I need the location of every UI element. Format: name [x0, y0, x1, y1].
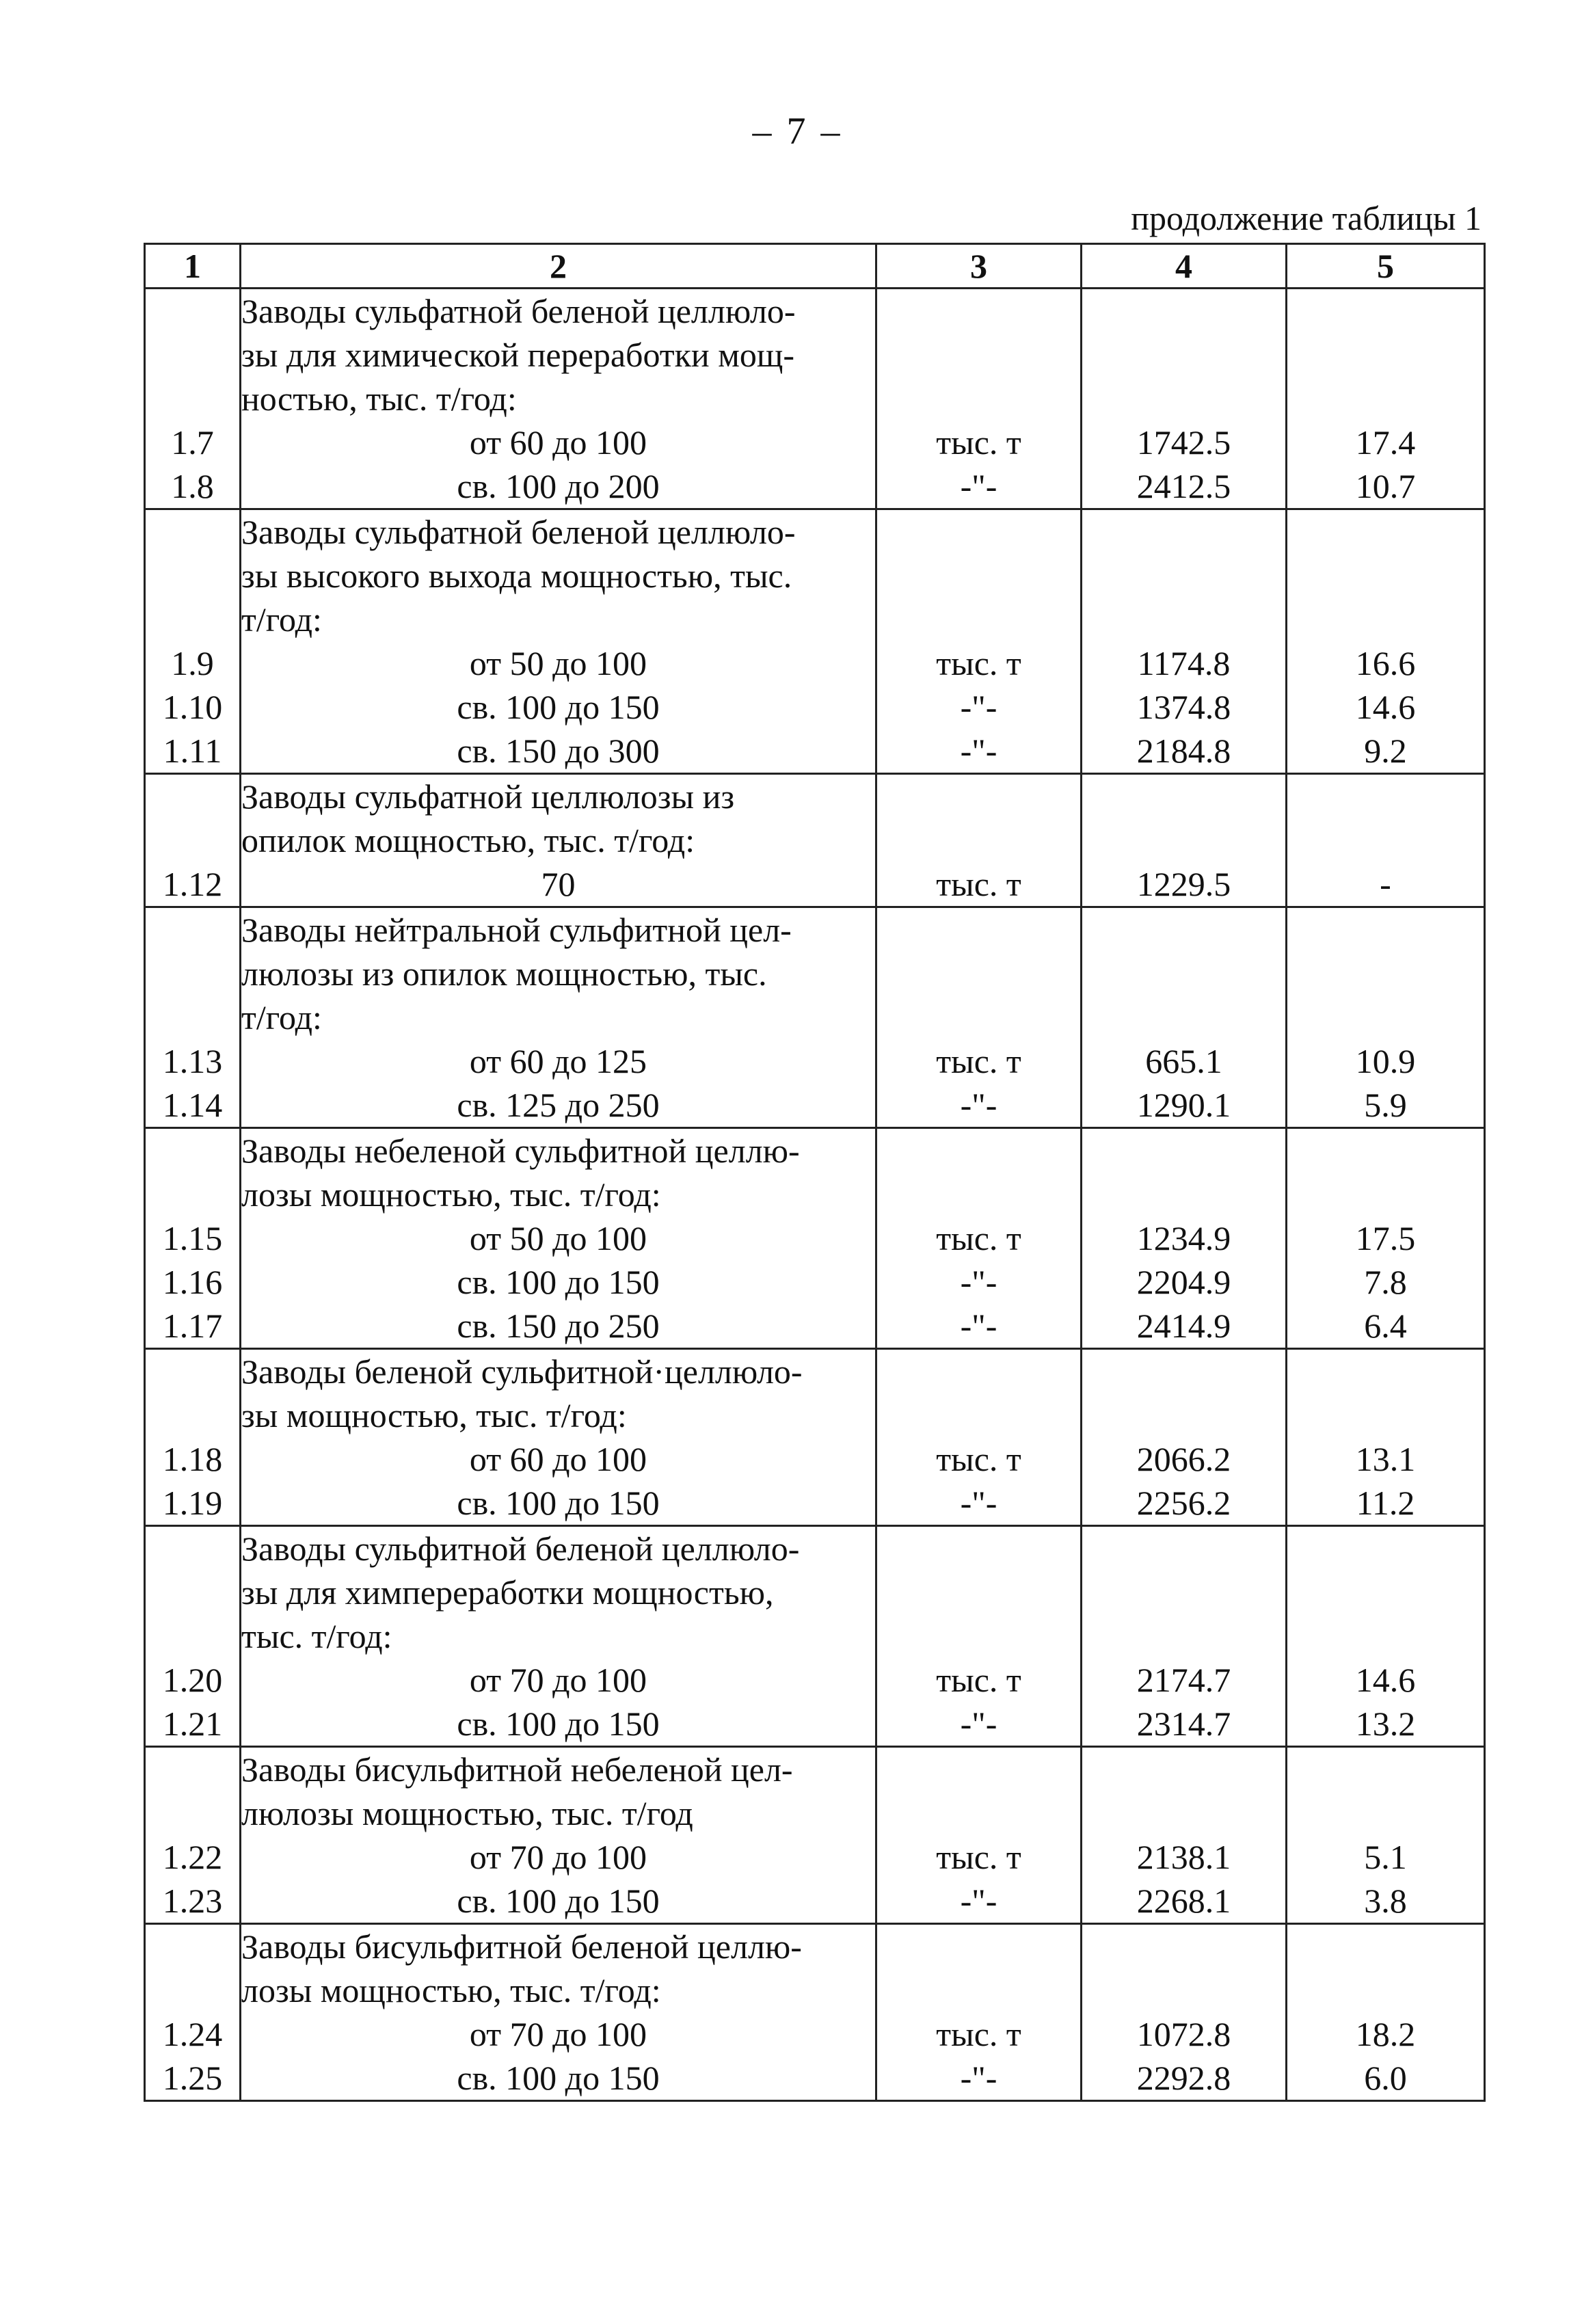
unit: -"- — [960, 732, 997, 770]
item-number-cell — [145, 289, 241, 509]
unit-cell — [876, 1128, 1082, 1349]
unit: -"- — [960, 467, 997, 505]
group-description-line: зы высокого выхода мощностью, тыс. — [241, 557, 792, 595]
capacity-range: от 60 до 100 — [469, 423, 647, 462]
group-description-line: лозы мощностью, тыс. т/год: — [241, 1175, 661, 1214]
group-description-line: зы для химпереработки мощностью, — [241, 1573, 774, 1612]
value-col-5: - — [1380, 865, 1391, 903]
header-col-5: 5 — [1287, 244, 1485, 289]
item-number: 1.14 — [162, 1086, 223, 1124]
value-col-4: 2204.9 — [1136, 1263, 1231, 1301]
description-cell — [241, 289, 876, 509]
unit-cell — [876, 1349, 1082, 1526]
value-col-4-cell — [1082, 1924, 1287, 2101]
item-number-cell — [145, 1128, 241, 1349]
capacity-range: св. 150 до 300 — [457, 732, 660, 770]
capacity-range: св. 100 до 150 — [457, 1705, 660, 1743]
capacity-range: от 60 до 100 — [469, 1440, 647, 1478]
item-number: 1.19 — [162, 1484, 223, 1522]
header-col-1: 1 — [145, 244, 241, 289]
unit: -"- — [960, 1484, 997, 1522]
item-number: 1.23 — [162, 1882, 223, 1920]
item-number: 1.24 — [162, 2015, 223, 2053]
value-col-5: 10.9 — [1355, 1042, 1416, 1080]
capacity-range: от 50 до 100 — [469, 1219, 647, 1257]
value-col-4-cell — [1082, 774, 1287, 907]
value-col-4: 2414.9 — [1136, 1307, 1231, 1345]
group-description-line: т/год: — [241, 998, 322, 1037]
value-col-4: 1229.5 — [1136, 865, 1231, 903]
item-number-cell — [145, 774, 241, 907]
value-col-4: 2268.1 — [1136, 1882, 1231, 1920]
value-col-5: 11.2 — [1356, 1484, 1415, 1522]
unit: -"- — [960, 1882, 997, 1920]
value-col-5: 14.6 — [1355, 1661, 1416, 1699]
value-col-5: 7.8 — [1364, 1263, 1407, 1301]
value-col-5: 3.8 — [1364, 1882, 1407, 1920]
table-caption: продолжение таблицы 1 — [1131, 199, 1482, 237]
value-col-4-cell — [1082, 1349, 1287, 1526]
capacity-range: от 60 до 125 — [469, 1042, 647, 1080]
value-col-4: 2138.1 — [1136, 1838, 1231, 1876]
item-number: 1.9 — [171, 644, 214, 682]
group-description-line: Заводы сульфатной беленой целлюло- — [241, 513, 796, 551]
unit: -"- — [960, 2059, 997, 2097]
value-col-4-cell — [1082, 289, 1287, 509]
item-number: 1.16 — [162, 1263, 223, 1301]
group-description-line: Заводы сульфатной целлюлозы из — [241, 777, 735, 816]
capacity-range: св. 100 до 200 — [457, 467, 660, 505]
unit-cell — [876, 774, 1082, 907]
unit: -"- — [960, 688, 997, 726]
table-row — [145, 774, 1485, 907]
capacity-range: 70 — [541, 865, 576, 903]
item-number: 1.12 — [162, 865, 223, 903]
item-number-cell — [145, 1747, 241, 1924]
group-description-line: Заводы бисульфитной небеленой цел- — [241, 1750, 793, 1789]
group-description-line: зы мощностью, тыс. т/год: — [241, 1396, 627, 1434]
unit: тыс. т — [936, 644, 1021, 682]
capacity-range: св. 100 до 150 — [457, 1882, 660, 1920]
table-row — [145, 907, 1485, 1128]
value-col-4: 1234.9 — [1136, 1219, 1231, 1257]
value-col-4: 1374.8 — [1136, 688, 1231, 726]
item-number: 1.22 — [162, 1838, 223, 1876]
value-col-4: 2184.8 — [1136, 732, 1231, 770]
value-col-5-cell — [1287, 774, 1485, 907]
group-description-line: тыс. т/год: — [241, 1617, 392, 1655]
header-col-3: 3 — [876, 244, 1082, 289]
item-number: 1.25 — [162, 2059, 223, 2097]
value-col-4: 1174.8 — [1137, 644, 1231, 682]
item-number-cell — [145, 509, 241, 774]
capacity-range: от 70 до 100 — [469, 1661, 647, 1699]
unit-cell — [876, 1747, 1082, 1924]
unit: тыс. т — [936, 1219, 1021, 1257]
description-cell — [241, 1526, 876, 1747]
capacity-range: св. 125 до 250 — [457, 1086, 660, 1124]
value-col-4: 2314.7 — [1136, 1705, 1231, 1743]
group-description-line: Заводы бисульфитной беленой целлю- — [241, 1927, 802, 1966]
capacity-range: от 50 до 100 — [469, 644, 647, 682]
value-col-4: 1290.1 — [1136, 1086, 1231, 1124]
group-description-line: Заводы беленой сульфитной·целлюло- — [241, 1352, 803, 1391]
header-col-4: 4 — [1082, 244, 1287, 289]
item-number: 1.21 — [162, 1705, 223, 1743]
value-col-5: 17.4 — [1355, 423, 1416, 462]
unit-cell — [876, 289, 1082, 509]
value-col-5-cell — [1287, 1349, 1485, 1526]
group-description-line: зы для химической переработки мощ- — [241, 336, 794, 374]
item-number-cell — [145, 1526, 241, 1747]
item-number: 1.8 — [171, 467, 214, 505]
value-col-5: 6.0 — [1364, 2059, 1407, 2097]
value-col-4-cell — [1082, 1526, 1287, 1747]
unit: -"- — [960, 1307, 997, 1345]
item-number: 1.18 — [162, 1440, 223, 1478]
unit: тыс. т — [936, 1838, 1021, 1876]
value-col-4: 2292.8 — [1136, 2059, 1231, 2097]
unit-cell — [876, 509, 1082, 774]
group-description-line: люлозы из опилок мощностью, тыс. — [241, 954, 767, 993]
unit: тыс. т — [936, 1661, 1021, 1699]
item-number: 1.7 — [171, 423, 214, 462]
value-col-5-cell — [1287, 907, 1485, 1128]
header-row — [145, 244, 1485, 289]
value-col-5: 16.6 — [1355, 644, 1416, 682]
unit: -"- — [960, 1705, 997, 1743]
value-col-5-cell — [1287, 1128, 1485, 1349]
group-description-line: Заводы сульфатной беленой целлюло- — [241, 292, 796, 330]
item-number: 1.13 — [162, 1042, 223, 1080]
unit-cell — [876, 907, 1082, 1128]
value-col-5-cell — [1287, 1747, 1485, 1924]
item-number: 1.11 — [163, 732, 222, 770]
value-col-5: 18.2 — [1355, 2015, 1416, 2053]
capacity-range: от 70 до 100 — [469, 2015, 647, 2053]
value-col-5-cell — [1287, 1526, 1485, 1747]
value-col-4: 1072.8 — [1136, 2015, 1231, 2053]
value-col-4: 2174.7 — [1136, 1661, 1231, 1699]
value-col-5: 9.2 — [1364, 732, 1407, 770]
table-row — [145, 1349, 1485, 1526]
group-description-line: ностью, тыс. т/год: — [241, 379, 517, 418]
value-col-5-cell — [1287, 289, 1485, 509]
capacity-range: св. 100 до 150 — [457, 688, 660, 726]
group-description-line: т/год: — [241, 600, 322, 639]
value-col-5: 13.1 — [1355, 1440, 1416, 1478]
unit: -"- — [960, 1263, 997, 1301]
unit-cell — [876, 1526, 1082, 1747]
group-description-line: Заводы сульфитной беленой целлюло- — [241, 1530, 800, 1568]
table-row — [145, 1924, 1485, 2101]
value-col-5: 5.1 — [1364, 1838, 1407, 1876]
table-row — [145, 289, 1485, 509]
capacity-range: св. 100 до 150 — [457, 2059, 660, 2097]
unit: тыс. т — [936, 865, 1021, 903]
page-number: – 7 – — [752, 110, 843, 152]
value-col-4-cell — [1082, 1747, 1287, 1924]
table-row — [145, 1128, 1485, 1349]
description-cell — [241, 1128, 876, 1349]
description-cell — [241, 1747, 876, 1924]
capacity-range: от 70 до 100 — [469, 1838, 647, 1876]
capacity-range: св. 100 до 150 — [457, 1263, 660, 1301]
value-col-5: 6.4 — [1364, 1307, 1407, 1345]
capacity-range: св. 150 до 250 — [457, 1307, 660, 1345]
group-description-line: опилок мощностью, тыс. т/год: — [241, 821, 695, 859]
description-cell — [241, 907, 876, 1128]
item-number: 1.20 — [162, 1661, 223, 1699]
item-number-cell — [145, 907, 241, 1128]
value-col-5: 5.9 — [1364, 1086, 1407, 1124]
value-col-4: 2412.5 — [1136, 467, 1231, 505]
description-cell — [241, 1349, 876, 1526]
value-col-4-cell — [1082, 509, 1287, 774]
item-number: 1.10 — [162, 688, 223, 726]
value-col-5: 13.2 — [1355, 1705, 1416, 1743]
unit: тыс. т — [936, 1042, 1021, 1080]
description-cell — [241, 1924, 876, 2101]
group-description-line: Заводы нейтральной сульфитной цел- — [241, 911, 792, 949]
item-number: 1.17 — [162, 1307, 223, 1345]
capacity-range: св. 100 до 150 — [457, 1484, 660, 1522]
group-description-line: Заводы небеленой сульфитной целлю- — [241, 1132, 800, 1170]
value-col-5: 17.5 — [1355, 1219, 1416, 1257]
value-col-4: 665.1 — [1145, 1042, 1222, 1080]
table-row — [145, 1747, 1485, 1924]
unit: тыс. т — [936, 423, 1021, 462]
value-col-5-cell — [1287, 509, 1485, 774]
unit: -"- — [960, 1086, 997, 1124]
unit: тыс. т — [936, 1440, 1021, 1478]
data-table — [144, 243, 1486, 2102]
value-col-4-cell — [1082, 1128, 1287, 1349]
value-col-5: 14.6 — [1355, 688, 1416, 726]
group-description-line: люлозы мощностью, тыс. т/год — [241, 1794, 693, 1832]
table-row — [145, 509, 1485, 774]
description-cell — [241, 774, 876, 907]
table-row — [145, 1526, 1485, 1747]
value-col-4-cell — [1082, 907, 1287, 1128]
table-body — [145, 289, 1485, 2101]
item-number-cell — [145, 1924, 241, 2101]
value-col-5-cell — [1287, 1924, 1485, 2101]
header-col-2: 2 — [241, 244, 876, 289]
item-number: 1.15 — [162, 1219, 223, 1257]
group-description-line: лозы мощностью, тыс. т/год: — [241, 1971, 661, 2009]
item-number-cell — [145, 1349, 241, 1526]
value-col-4: 1742.5 — [1136, 423, 1231, 462]
unit: тыс. т — [936, 2015, 1021, 2053]
unit-cell — [876, 1924, 1082, 2101]
value-col-4: 2066.2 — [1136, 1440, 1231, 1478]
value-col-5: 10.7 — [1355, 467, 1416, 505]
description-cell — [241, 509, 876, 774]
value-col-4: 2256.2 — [1136, 1484, 1231, 1522]
